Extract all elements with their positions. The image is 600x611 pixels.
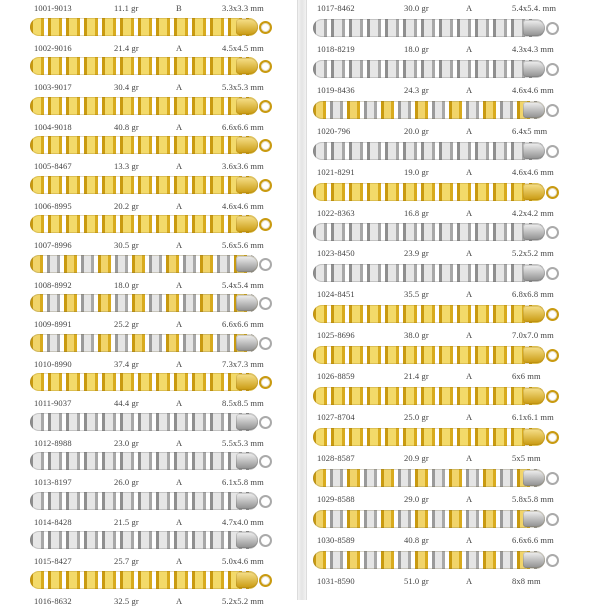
left-catalog-column [30,0,282,606]
chain-image [30,571,258,589]
item-quality: B [176,3,182,13]
item-quality: A [176,437,183,448]
item-code: 1003-9017 [34,82,72,92]
jump-ring-image [546,554,559,567]
item-size: 5.3x5.3 mm [222,82,264,92]
item-code: 1026-8859 [317,371,355,382]
item-size: 8x8 mm [512,575,541,586]
catalog-item [313,551,568,591]
catalog-item [30,255,282,295]
jump-ring-image [259,218,272,231]
item-code: 1019-8436 [317,84,355,95]
chain-image [313,101,545,119]
clasp-image [523,552,545,568]
item-code: 1008-8992 [34,279,72,290]
clasp-image [523,102,545,118]
item-quality: A [176,82,183,92]
jump-ring-image [546,472,559,485]
jump-ring-image [546,145,559,158]
catalog-item [313,223,568,263]
item-size: 7.0x7.0 mm [512,330,554,341]
item-code: 1029-8588 [317,493,355,504]
column-divider [297,0,307,600]
item-weight: 23.0 gr [114,437,139,448]
item-quality: A [176,200,183,211]
item-weight: 21.4 gr [114,42,139,53]
catalog-item [313,469,568,509]
item-weight: 21.4 gr [404,371,429,382]
jump-ring-image [546,63,559,76]
item-code: 1030-8589 [317,534,355,545]
chain-image [313,428,545,446]
catalog-item [30,57,282,97]
item-code: 1017-8462 [317,3,355,13]
item-weight: 30.4 gr [114,82,139,92]
item-quality: A [176,279,183,290]
clasp-image [523,347,545,363]
chain-image [30,136,258,154]
catalog-item [30,18,282,58]
right-catalog-column [313,0,568,600]
clasp-image [236,414,258,430]
item-quality: A [466,534,473,545]
catalog-item [30,452,282,492]
item-size: 5.4x5.4 mm [222,279,264,290]
item-code: 1009-8991 [34,319,72,329]
clasp-image [236,256,258,272]
item-weight: 30.0 gr [404,3,429,13]
clasp-image [523,184,545,200]
item-weight: 37.4 gr [114,358,139,369]
item-weight: 30.5 gr [114,240,139,250]
item-weight: 18.0 gr [404,43,429,54]
item-weight: 29.0 gr [404,493,429,504]
item-code: 1025-8696 [317,330,355,341]
item-size: 6x6 mm [512,371,541,382]
catalog-item [313,19,568,59]
catalog-item [30,0,282,18]
jump-ring-image [259,574,272,587]
item-code: 1016-8632 [34,595,72,606]
item-weight: 11.1 gr [114,3,139,13]
clasp-image [236,295,258,311]
chain-image [30,255,258,273]
item-code: 1014-8428 [34,516,72,527]
chain-image [313,223,545,241]
chain-image [313,551,545,569]
clasp-image [523,224,545,240]
item-quality: A [466,412,473,422]
chain-image [30,452,258,470]
item-size: 5x5 mm [512,452,541,463]
item-weight: 16.8 gr [404,207,429,218]
item-quality: A [176,556,183,566]
jump-ring-image [259,455,272,468]
item-size: 5.2x5.2 mm [222,595,264,606]
item-weight: 20.0 gr [404,125,429,136]
clasp-image [236,98,258,114]
clasp-image [523,511,545,527]
item-code: 1027-8704 [317,412,355,422]
item-weight: 44.4 gr [114,398,139,408]
chain-image [30,176,258,194]
catalog-item [30,136,282,176]
item-quality: A [466,452,473,463]
catalog-item [313,428,568,468]
item-size: 7.3x7.3 mm [222,358,264,369]
item-weight: 24.3 gr [404,84,429,95]
chain-image [30,492,258,510]
chain-image [313,60,545,78]
item-weight: 25.0 gr [404,412,429,422]
jump-ring-image [259,60,272,73]
item-code: 1013-8197 [34,477,72,487]
jump-ring-image [546,513,559,526]
jump-ring-image [259,376,272,389]
item-quality: A [466,166,473,177]
item-weight: 35.5 gr [404,289,429,300]
catalog-item [30,492,282,532]
item-code: 1022-8363 [317,207,355,218]
item-quality: A [466,84,473,95]
item-size: 8.5x8.5 mm [222,398,264,408]
jump-ring-image [259,21,272,34]
item-quality: A [466,330,473,341]
item-weight: 32.5 gr [114,595,139,606]
jump-ring-image [259,495,272,508]
catalog-item [30,531,282,571]
catalog-item [313,510,568,550]
item-weight: 20.9 gr [404,452,429,463]
item-code: 1001-9013 [34,3,72,13]
item-weight: 21.5 gr [114,516,139,527]
jump-ring-image [546,226,559,239]
item-code: 1020-796 [317,125,351,136]
clasp-image [236,19,258,35]
item-size: 6.1x5.8 mm [222,477,264,487]
chain-image [30,18,258,36]
item-weight: 18.0 gr [114,279,139,290]
item-size: 6.8x6.8 mm [512,289,554,300]
item-code: 1021-8291 [317,166,355,177]
item-quality: A [176,319,183,329]
catalog-item [313,60,568,100]
item-weight: 20.2 gr [114,200,139,211]
catalog-item [313,0,568,18]
item-code: 1023-8450 [317,248,355,259]
clasp-image [523,265,545,281]
clasp-image [523,61,545,77]
item-code: 1002-9016 [34,42,72,53]
catalog-item [30,413,282,453]
item-weight: 25.2 gr [114,319,139,329]
item-code: 1007-8996 [34,240,72,250]
catalog-item [313,346,568,386]
item-weight: 19.0 gr [404,166,429,177]
item-weight: 40.8 gr [404,534,429,545]
item-quality: A [176,42,183,53]
item-quality: A [176,595,183,606]
catalog-item [30,571,282,611]
chain-image [30,531,258,549]
catalog-item [30,334,282,374]
clasp-image [523,388,545,404]
jump-ring-image [546,390,559,403]
item-code: 1012-8988 [34,437,72,448]
item-size: 4.3x4.3 mm [512,43,554,54]
jump-ring-image [546,431,559,444]
clasp-image [236,453,258,469]
item-weight: 38.0 gr [404,330,429,341]
catalog-item [313,101,568,141]
catalog-item [313,305,568,345]
jump-ring-image [259,337,272,350]
item-weight: 26.0 gr [114,477,139,487]
catalog-item [313,183,568,223]
item-size: 6.6x6.6 mm [222,319,264,329]
chain-image [30,373,258,391]
item-quality: A [176,477,183,487]
item-code: 1015-8427 [34,556,72,566]
item-quality: A [466,575,473,586]
item-size: 6.1x6.1 mm [512,412,554,422]
chain-image [313,142,545,160]
chain-image [313,183,545,201]
item-quality: A [466,371,473,382]
clasp-image [236,335,258,351]
catalog-item [30,215,282,255]
item-size: 6.6x6.6 mm [222,121,264,132]
item-quality: A [176,240,183,250]
item-size: 5.4x5.4. mm [512,3,557,13]
jump-ring-image [546,308,559,321]
item-code: 1011-9037 [34,398,72,408]
item-code: 1031-8590 [317,575,355,586]
chain-image [30,413,258,431]
item-quality: A [176,358,183,369]
item-weight: 25.7 gr [114,556,139,566]
item-size: 3.6x3.6 mm [222,161,264,171]
clasp-image [236,58,258,74]
item-code: 1010-8990 [34,358,72,369]
item-size: 5.8x5.8 mm [512,493,554,504]
item-code: 1004-9018 [34,121,72,132]
item-size: 4.6x4.6 mm [512,166,554,177]
catalog-item [313,264,568,304]
jump-ring-image [259,534,272,547]
item-weight: 13.3 gr [114,161,139,171]
item-quality: A [466,248,473,259]
jump-ring-image [546,349,559,362]
item-code: 1006-8995 [34,200,72,211]
item-code: 1018-8219 [317,43,355,54]
chain-image [30,334,258,352]
chain-image [313,469,545,487]
clasp-image [523,20,545,36]
chain-image [313,19,545,37]
item-size: 5.6x5.6 mm [222,240,264,250]
item-quality: A [176,516,183,527]
item-code: 1005-8467 [34,161,72,171]
item-quality: A [176,121,183,132]
item-quality: A [466,125,473,136]
item-size: 5.2x5.2 mm [512,248,554,259]
clasp-image [236,374,258,390]
chain-image [30,215,258,233]
item-weight: 40.8 gr [114,121,139,132]
item-size: 5.5x5.3 mm [222,437,264,448]
item-weight: 23.9 gr [404,248,429,259]
item-quality: A [466,493,473,504]
item-size: 6.6x6.6 mm [512,534,554,545]
chain-image [313,264,545,282]
jump-ring-image [259,416,272,429]
catalog-item [30,176,282,216]
item-size: 4.5x4.5 mm [222,42,264,53]
catalog-item [30,373,282,413]
jump-ring-image [259,100,272,113]
item-size: 6.4x5 mm [512,125,548,136]
clasp-image [236,216,258,232]
item-size: 3.3x3.3 mm [222,3,264,13]
catalog-item [313,387,568,427]
catalog-item [30,294,282,334]
catalog-item [313,142,568,182]
item-size: 4.2x4.2 mm [512,207,554,218]
chain-image [313,305,545,323]
item-size: 4.6x4.6 mm [222,200,264,211]
jump-ring-image [259,179,272,192]
jump-ring-image [546,22,559,35]
clasp-image [523,470,545,486]
item-size: 4.6x4.6 mm [512,84,554,95]
item-weight: 51.0 gr [404,575,429,586]
item-quality: A [466,43,473,54]
item-size: 5.0x4.6 mm [222,556,264,566]
clasp-image [236,572,258,588]
clasp-image [523,429,545,445]
item-quality: A [466,207,473,218]
item-code: 1028-8587 [317,452,355,463]
catalog-item [30,97,282,137]
item-quality: A [466,289,473,300]
clasp-image [236,493,258,509]
item-code: 1024-8451 [317,289,355,300]
jump-ring-image [259,139,272,152]
clasp-image [523,143,545,159]
chain-image [313,346,545,364]
item-quality: A [176,161,183,171]
chain-image [30,294,258,312]
item-quality: A [176,398,183,408]
clasp-image [236,177,258,193]
item-size: 4.7x4.0 mm [222,516,264,527]
chain-image [30,97,258,115]
jump-ring-image [546,104,559,117]
chain-image [30,57,258,75]
item-quality: A [466,3,473,13]
jump-ring-image [546,267,559,280]
jump-ring-image [259,258,272,271]
clasp-image [236,137,258,153]
chain-image [313,510,545,528]
clasp-image [236,532,258,548]
jump-ring-image [259,297,272,310]
jump-ring-image [546,186,559,199]
clasp-image [523,306,545,322]
chain-image [313,387,545,405]
